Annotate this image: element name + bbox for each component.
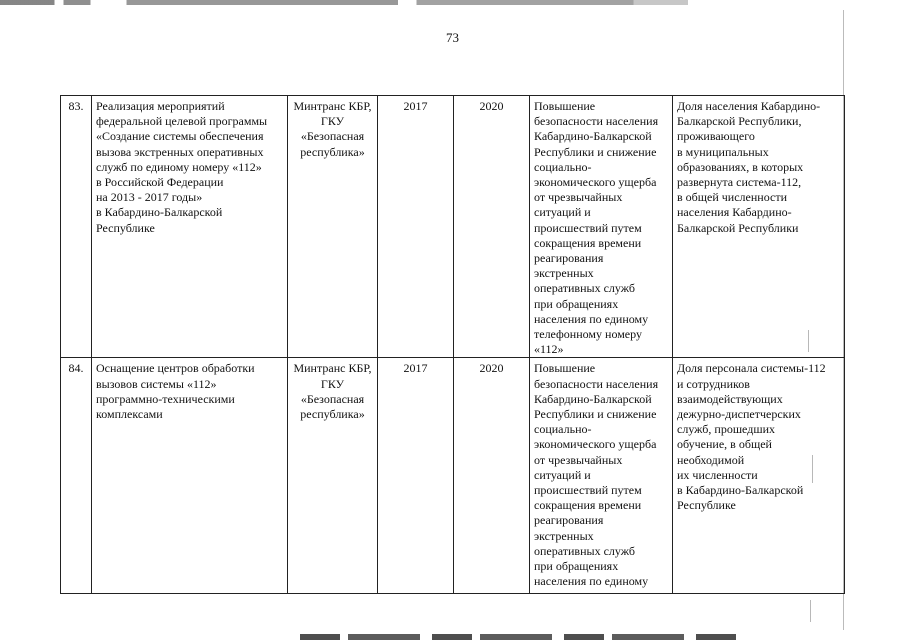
result-line: экономического ущерба [534, 437, 657, 452]
result-line: экстренных [534, 266, 594, 281]
indicator-line: образованиях, в которых [677, 159, 804, 174]
start-year: 2017 [378, 96, 454, 358]
indicator-cell [673, 96, 845, 358]
table-row [61, 358, 845, 594]
event-line: служб по единому номеру «112» [96, 159, 262, 174]
result-line: населения по единому [534, 311, 649, 326]
result-line: ситуаций и [534, 205, 591, 220]
result-line: Республики и снижение [534, 407, 657, 422]
result-line: сокращения времени [534, 498, 642, 513]
result-line: Кабардино-Балкарской [534, 391, 652, 406]
result-line: оперативных служб [534, 543, 635, 558]
indicator-line: и сотрудников [677, 376, 750, 391]
event-cell [92, 358, 288, 594]
indicator-line: проживающего [677, 129, 755, 144]
event-line: на 2013 - 2017 годы» [96, 190, 203, 205]
table-row [61, 96, 845, 358]
executor-line: Минтранс КБР, [293, 361, 372, 376]
result-line: «112» [534, 342, 564, 357]
event-line: в Российской Федерации [96, 175, 224, 190]
executor-line: республика» [300, 144, 365, 159]
result-line: Повышение [534, 99, 596, 113]
result-line: реагирования [534, 251, 604, 266]
result-line: при обращениях [534, 296, 619, 311]
executor-line: республика» [300, 407, 365, 422]
indicator-line: в Кабардино-Балкарской [677, 483, 804, 498]
row-number: 83. [61, 96, 92, 358]
result-line: от чрезвычайных [534, 452, 623, 467]
start-year: 2017 [378, 358, 454, 594]
indicator-line: обучение, в общей [677, 437, 772, 452]
result-line: реагирования [534, 513, 604, 528]
indicator-line: в общей численности [677, 190, 787, 205]
indicator-line: Республике [677, 498, 736, 513]
scan-mark [810, 600, 811, 622]
event-line: «Создание системы обеспечения [96, 129, 264, 144]
result-line: оперативных служб [534, 281, 635, 296]
scan-artifact-top [0, 0, 905, 5]
indicator-cell [673, 358, 845, 594]
result-line: безопасности населения [534, 114, 659, 129]
event-line: Республике [96, 220, 155, 235]
result-line: населения по единому [534, 574, 649, 589]
indicator-line: Доля населения Кабардино- [677, 99, 821, 113]
executor-line: «Безопасная [300, 129, 365, 144]
result-line: при обращениях [534, 559, 619, 574]
result-line: социально- [534, 422, 592, 437]
event-cell [92, 96, 288, 358]
end-year: 2020 [454, 96, 530, 358]
executor-line: «Безопасная [300, 391, 365, 406]
result-line: от чрезвычайных [534, 190, 623, 205]
event-line: вызова экстренных оперативных [96, 144, 264, 159]
executor-line: ГКУ [320, 114, 345, 129]
result-line: экстренных [534, 528, 594, 543]
row-number: 84. [61, 358, 92, 594]
executor-line: Минтранс КБР, [293, 99, 372, 113]
executor-line: ГКУ [320, 376, 345, 391]
indicator-line: взаимодействующих [677, 391, 783, 406]
event-line: Реализация мероприятий [96, 99, 225, 113]
result-line: социально- [534, 159, 592, 174]
result-line: ситуаций и [534, 467, 591, 482]
result-line: Республики и снижение [534, 144, 657, 159]
event-line: федеральной целевой программы [96, 114, 268, 129]
scan-artifact-bottom [300, 634, 740, 640]
result-line: безопасности населения [534, 376, 659, 391]
event-line: вызовов системы «112» [96, 376, 217, 391]
event-line: комплексами [96, 407, 163, 422]
indicator-line: населения Кабардино- [677, 205, 792, 220]
result-line: происшествий путем [534, 483, 642, 498]
measures-table [60, 95, 845, 594]
result-line: Кабардино-Балкарской [534, 129, 652, 144]
executor-cell [288, 96, 378, 358]
result-cell [530, 96, 673, 358]
end-year: 2020 [454, 358, 530, 594]
page-number: 73 [446, 30, 459, 45]
result-cell [530, 358, 673, 594]
result-line: происшествий путем [534, 220, 642, 235]
indicator-line: Балкарской Республики [677, 220, 799, 235]
result-line: Повышение [534, 361, 596, 376]
result-line: сокращения времени [534, 235, 642, 250]
indicator-line: необходимой [677, 452, 745, 467]
indicator-line: Доля персонала системы-112 [677, 361, 826, 376]
indicator-line: их численности [677, 467, 758, 482]
indicator-line: Балкарской Республики, [677, 114, 802, 129]
indicator-line: дежурно-диспетчерских [677, 407, 801, 422]
event-line: программно-техническими [96, 391, 235, 406]
executor-cell [288, 358, 378, 594]
indicator-line: служб, прошедших [677, 422, 775, 437]
indicator-line: развернута система-112, [677, 175, 802, 190]
event-line: Оснащение центров обработки [96, 361, 255, 376]
event-line: в Кабардино-Балкарской [96, 205, 223, 220]
result-line: экономического ущерба [534, 175, 657, 190]
indicator-line: в муниципальных [677, 144, 769, 159]
result-line: телефонному номеру [534, 327, 642, 342]
